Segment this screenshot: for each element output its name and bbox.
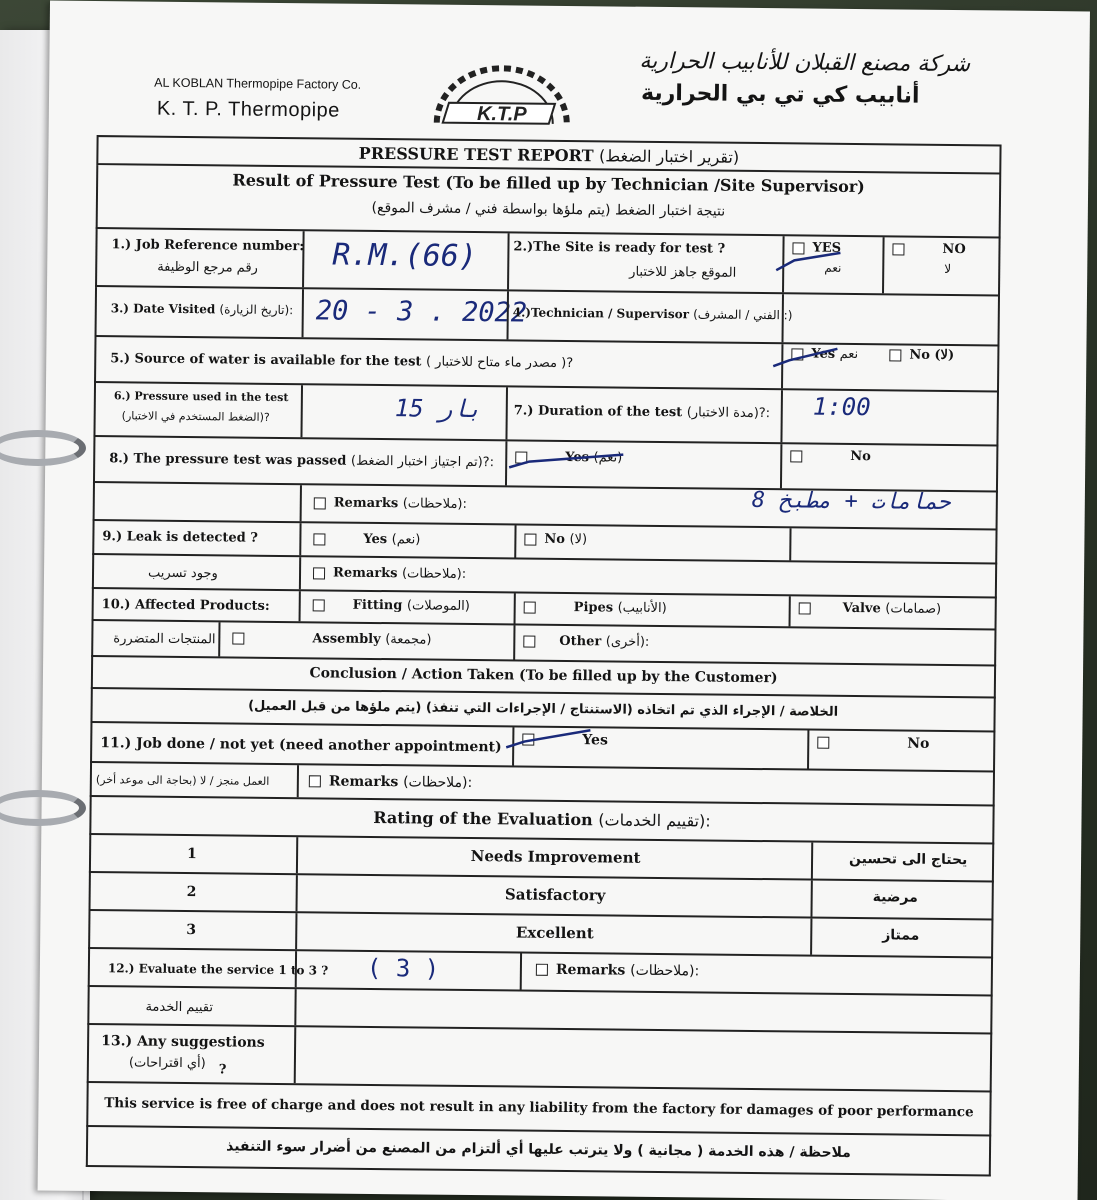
- q10-other-cell[interactable]: [513, 625, 650, 659]
- q12-value-cell[interactable]: [295, 951, 440, 987]
- q8-yes-label: Yes: [565, 449, 590, 466]
- q13-value-cell[interactable]: [294, 1027, 297, 1083]
- q9-no-label: No: [544, 531, 566, 547]
- company-name-en: AL KOBLAN Thermopipe Factory Co.: [154, 75, 362, 92]
- q11-remarks-label-ar: (ملاحظات):: [403, 774, 473, 792]
- q11-remarks-label: Remarks: [328, 773, 399, 791]
- q10-pipes-cell[interactable]: [514, 593, 667, 623]
- q12-label: 12.) Evaluate the service 1 to 3 ?: [107, 961, 329, 978]
- footer-ar-row: [86, 1127, 991, 1176]
- rating-2-num: 2: [186, 884, 197, 901]
- q10-valve-label: Valve: [842, 600, 881, 617]
- result-heading-ar: نتيجة اختبار الضغط (يتم ملؤها بواسطة فني / مشرف الموقع): [371, 199, 726, 220]
- q8-label: 8.) The pressure test was passed: [109, 451, 347, 469]
- q12-remarks-checkbox[interactable]: [536, 964, 548, 976]
- q6-label-ar: (الضغط المستخدم في الاختبار)?: [121, 409, 270, 424]
- q9-remarks-label-ar: (ملاحظات):: [401, 566, 467, 582]
- rating-3-ar: ممتاز: [882, 927, 920, 944]
- q10-other-label: Other: [559, 633, 602, 650]
- q2-yes-label: YES: [812, 240, 842, 256]
- q10-pipes-checkbox[interactable]: [524, 601, 536, 613]
- q9-no-cell[interactable]: [514, 525, 588, 557]
- q13-question-mark: ?: [218, 1062, 227, 1078]
- q9-extra-cell: [789, 528, 791, 560]
- q10-pipes-label-ar: (الأنابيب): [617, 600, 667, 617]
- q8-yes-checkmark: [507, 447, 627, 474]
- q11-no-cell[interactable]: [807, 731, 930, 769]
- conclusion-heading-ar: الخلاصة / الإجراء الذي تم اتخاذه (الاستنتاج / الإجراءات التي تنفذ) (يتم ملؤها من قبل العميل): [248, 698, 839, 720]
- q8-no-checkbox[interactable]: [790, 450, 802, 462]
- q1-label: 1.) Job Reference number:: [111, 237, 305, 255]
- q8-remarks-cell[interactable]: [300, 485, 951, 521]
- q10-fitting-label: Fitting: [352, 597, 403, 614]
- q3-label-ar: (تاريخ الزيارة):: [219, 302, 294, 318]
- q10-other-label-ar: (أخرى):: [605, 634, 650, 650]
- q10-fitting-label-ar: (الموصلات): [406, 598, 470, 614]
- q8-no-cell[interactable]: [780, 444, 871, 488]
- q11-label: 11.) Job done / not yet (need another appointment): [100, 735, 502, 756]
- q5-label-ar: ( مصدر ماء متاح للاختبار )?: [425, 354, 574, 372]
- q4-label: 4.)Technician / Supervisor: [512, 305, 690, 322]
- q9-remarks-checkbox[interactable]: [313, 567, 325, 579]
- rating-1-num: 1: [187, 846, 197, 863]
- row-q1-q2: [95, 229, 1001, 296]
- q9-no-label-ar: (لا): [569, 532, 588, 548]
- q4-label-ar: (الفني / المشرف :): [693, 307, 793, 323]
- brand-name-ar: أنابيب كي تي بي الحرارية: [640, 80, 920, 109]
- rating-2-ar-cell: [810, 881, 918, 917]
- brand-name-en: K. T. P. Thermopipe: [156, 97, 340, 122]
- q8-remarks-label: Remarks: [333, 495, 399, 512]
- q11-yes-cell[interactable]: [512, 727, 608, 765]
- footer-en: This service is free of charge and does not result in any liability from the factory for damages of poor performance: [104, 1095, 974, 1121]
- q9-remarks-label: Remarks: [332, 565, 398, 582]
- q8-remarks-label-ar: (ملاحظات):: [402, 496, 467, 512]
- q10-other-checkbox[interactable]: [523, 635, 535, 647]
- rating-3-en-cell: [295, 913, 594, 949]
- q9-yes-label: Yes: [363, 531, 388, 548]
- q2-no-cell[interactable]: [882, 237, 966, 293]
- q10-assembly-cell[interactable]: [218, 622, 432, 656]
- q8-no-label: No: [850, 448, 871, 465]
- ktp-logo: [427, 63, 578, 133]
- q10-assembly-label: Assembly: [312, 631, 381, 648]
- q9-label-ar: وجود تسريب: [147, 565, 218, 582]
- q9-no-checkbox[interactable]: [524, 533, 536, 545]
- q1-value: R.M.(66): [332, 237, 478, 275]
- q8-remarks-value: 8 حمامات + مطبخ: [751, 487, 951, 516]
- q3-value-cell[interactable]: [302, 289, 528, 337]
- rating-3-num: 3: [186, 922, 197, 939]
- q12-value: ( 3 ): [366, 953, 440, 983]
- q10-label-ar: المنتجات المتضررة: [113, 631, 216, 648]
- q2-yes-label-ar: نعم: [824, 260, 842, 275]
- q11-remarks-cell[interactable]: [297, 765, 473, 797]
- q2-no-label-ar: لا: [944, 261, 952, 277]
- q11-no-checkbox[interactable]: [817, 737, 829, 749]
- q5-yes-cell[interactable]: [781, 344, 859, 388]
- company-name-ar: شركة مصنع القبلان للأنابيب الحرارية: [639, 48, 971, 78]
- form-title-ar: (تقرير اختبار الضغط): [599, 146, 740, 167]
- q12-remarks-cell[interactable]: [520, 954, 700, 990]
- q2-yes-cell[interactable]: [782, 236, 842, 292]
- q10-fitting-checkbox[interactable]: [313, 599, 325, 611]
- rating-3-ar-cell: [810, 919, 920, 955]
- q12-label-ar: تقييم الخدمة: [145, 999, 214, 1016]
- rating-1-ar: يحتاج الى تحسين: [848, 850, 968, 869]
- row-q6-q7: [93, 383, 999, 446]
- q10-pipes-label: Pipes: [573, 600, 614, 616]
- q11-label-ar: العمل منجز / لا (بحاجة الى موعد أخر): [95, 773, 270, 788]
- q2-no-label: NO: [942, 241, 966, 258]
- q13-label-ar: (أي اقتراحات): [128, 1055, 206, 1072]
- q8-remarks-checkbox[interactable]: [314, 497, 326, 509]
- q11-remarks-checkbox[interactable]: [309, 775, 321, 787]
- q10-valve-checkbox[interactable]: [799, 602, 811, 614]
- q1-label-ar: رقم مرجع الوظيفة: [157, 259, 258, 276]
- q3-label: 3.) Date Visited: [110, 301, 216, 317]
- q5-yes-label: Yes: [811, 346, 836, 362]
- q10-label: 10.) Affected Products:: [101, 597, 270, 614]
- q6-label: 6.) Pressure used in the test: [113, 389, 289, 405]
- q10-valve-cell[interactable]: [789, 596, 942, 626]
- q5-label: 5.) Source of water is available for the test: [110, 351, 422, 370]
- rating-2-en: Satisfactory: [504, 885, 606, 905]
- q9-yes-label-ar: (نعم): [391, 532, 421, 548]
- q2-yes-checkmark: [774, 246, 844, 277]
- q12-extra-cell: [294, 989, 296, 1025]
- result-row: [96, 165, 1002, 238]
- q10-assembly-label-ar: (مجمعة): [385, 632, 432, 648]
- q10-valve-label-ar: (صمامات): [885, 601, 942, 617]
- q13-label: 13.) Any suggestions: [101, 1033, 265, 1051]
- q7-label-ar: (مدة الاختبار)?:: [686, 405, 771, 422]
- form-title: PRESSURE TEST REPORT: [358, 143, 594, 166]
- q9-remarks-cell[interactable]: [299, 557, 467, 589]
- q7-label-cell: [505, 387, 771, 439]
- rating-3-en: Excellent: [515, 923, 594, 943]
- q9-label: 9.) Leak is detected ?: [102, 529, 258, 546]
- q5-no-checkbox[interactable]: [889, 349, 901, 361]
- rating-2-ar: مرضية: [872, 889, 918, 906]
- q2-label-cell: [507, 233, 737, 289]
- q11-yes-checkmark: [504, 727, 594, 752]
- q8-yes-label-ar: (نعم): [593, 450, 623, 466]
- q7-label: 7.) Duration of the test: [513, 403, 683, 421]
- q4-label-cell: [507, 291, 793, 339]
- pressure-test-form: [86, 135, 1002, 1176]
- form-sheet: [38, 1, 1090, 1200]
- rating-1-ar-cell: [811, 843, 968, 879]
- q5-yes-checkmark: [771, 344, 841, 373]
- q2-label-ar: الموقع جاهز للاختبار: [629, 264, 737, 281]
- q2-no-checkbox[interactable]: [892, 243, 904, 255]
- rating-1-en-cell: [296, 837, 641, 873]
- q4-value-cell[interactable]: [781, 294, 784, 342]
- q12-remarks-label-ar: (ملاحظات):: [630, 962, 700, 980]
- rating-title-ar: (تقييم الخدمات):: [598, 810, 711, 831]
- q5-yes-label-ar: نعم: [839, 346, 859, 363]
- q5-no-label: No (لا): [909, 347, 955, 364]
- rating-1-en: Needs Improvement: [470, 847, 641, 867]
- rating-title: Rating of the Evaluation: [373, 807, 593, 830]
- row-q13: [87, 1025, 993, 1092]
- rating-2-en-cell: [296, 875, 606, 911]
- q11-no-label: No: [907, 735, 930, 752]
- q7-value: 1:00: [812, 392, 871, 422]
- q9-yes-cell[interactable]: [299, 523, 421, 555]
- conclusion-heading: Conclusion / Action Taken (To be filled up by the Customer): [309, 665, 778, 687]
- q12-remarks-label: Remarks: [555, 961, 626, 979]
- q8-yes-cell[interactable]: [505, 441, 623, 485]
- q6-value-cell[interactable]: [300, 385, 482, 437]
- q2-label: 2.)The Site is ready for test ?: [513, 239, 726, 257]
- result-heading: Result of Pressure Test (To be filled up by Technician /Site Supervisor): [232, 170, 865, 197]
- q7-value-cell[interactable]: [780, 390, 871, 442]
- q6-value: 15 بار: [394, 394, 482, 424]
- q1-value-cell[interactable]: [302, 231, 478, 287]
- footer-ar: ملاحظة / هذه الخدمة ( مجانية ) ولا يترتب عليها أي ألتزام من المصنع من أضرار سوء التنفيذ: [226, 1138, 851, 1162]
- q8-label-ar: (تم اجتياز اختبار الضغط)?:: [350, 453, 495, 471]
- logo-text: K.T.P: [476, 103, 527, 126]
- q10-fitting-cell[interactable]: [299, 591, 470, 621]
- q9-yes-checkbox[interactable]: [313, 533, 325, 545]
- q11-yes-label: Yes: [582, 732, 608, 749]
- q10-assembly-checkbox[interactable]: [232, 632, 244, 644]
- q3-value: 20 - 3 . 2022: [315, 295, 528, 329]
